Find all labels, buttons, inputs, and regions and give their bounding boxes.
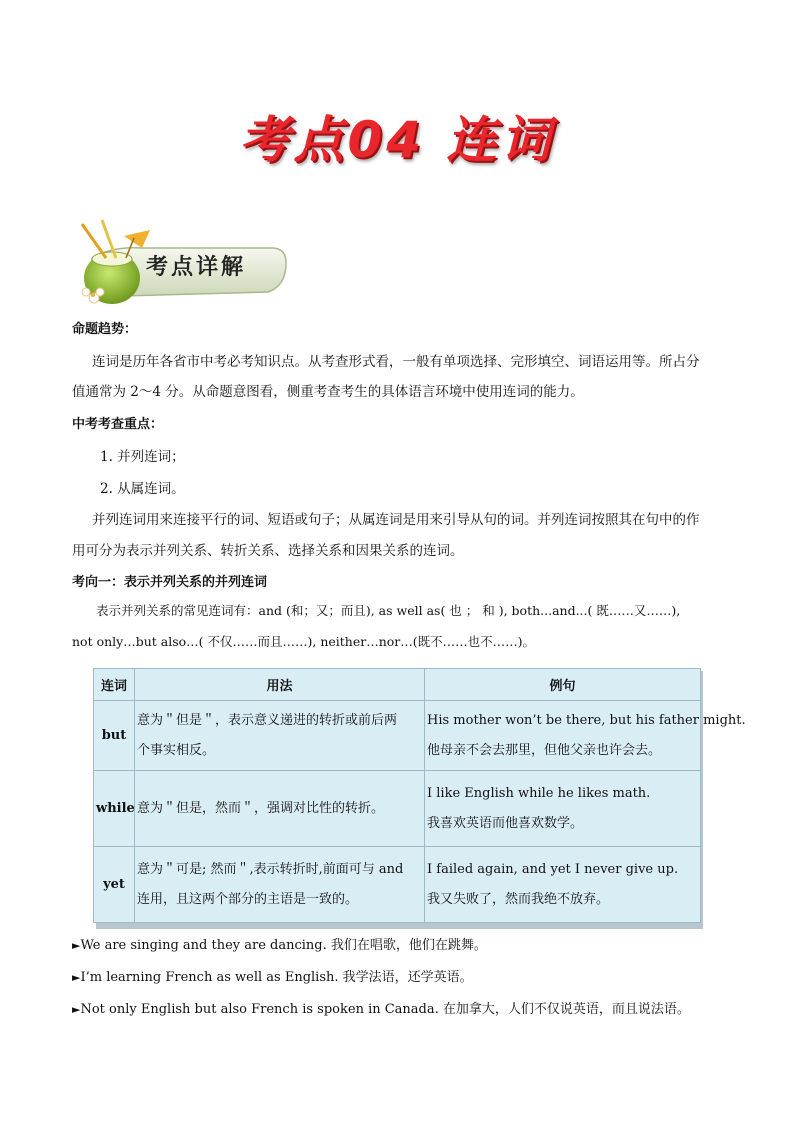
triangle-bullet-icon: ► bbox=[72, 1003, 81, 1016]
header-word: 连词 bbox=[94, 669, 135, 701]
row-word: yet bbox=[94, 847, 135, 923]
row-usage bbox=[135, 771, 425, 847]
header-example: 例句 bbox=[425, 669, 701, 701]
example-text: We are singing and they are dancing. 我们在唱歌，他们在跳舞。 bbox=[80, 938, 487, 953]
header-usage: 用法 bbox=[135, 669, 425, 701]
usage-line: 意为＂可是; 然而＂,表示转折时,前面可与 and bbox=[137, 861, 404, 877]
focus-item-1: 1. 并列连词； bbox=[100, 449, 185, 465]
trend-text-line2: 值通常为 2～4 分。从命题意图看，侧重考查考生的具体语言环境中使用连词的能力。 bbox=[72, 384, 584, 400]
example-line: 他母亲不会去那里，但他父亲也许会去。 bbox=[427, 742, 662, 758]
table-row bbox=[94, 701, 701, 771]
table-header-row bbox=[94, 669, 701, 701]
example-text: Not only English but also French is spoken in Canada. 在加拿大，人们不仅说英语，而且说法语。 bbox=[80, 1002, 690, 1017]
triangle-bullet-icon: ► bbox=[72, 939, 81, 952]
section-badge bbox=[72, 218, 292, 308]
usage-line: 意为＂但是，然而＂，强调对比性的转折。 bbox=[137, 800, 385, 816]
triangle-bullet-icon: ► bbox=[72, 971, 81, 984]
direction1-heading: 考向一：表示并列关系的并列连词 bbox=[72, 575, 268, 590]
example-line: I failed again, and yet I never give up. bbox=[427, 861, 679, 877]
example-line: 我又失败了，然而我绝不放弃。 bbox=[427, 891, 610, 907]
example-text: I’m learning French as well as English. 我学法语，还学英语。 bbox=[80, 970, 473, 985]
row-example bbox=[425, 847, 701, 923]
focus-heading: 中考考查重点： bbox=[72, 417, 164, 432]
focus-text-line2: 用可分为表示并列关系、转折关系、选择关系和因果关系的连词。 bbox=[72, 543, 464, 559]
badge-label: 考点详解 bbox=[146, 255, 247, 280]
direction1-text-line1: 表示并列关系的常见连词有：and (和；又；而且), as well as( 也 ； 和 ), both...and...( 既……又……), bbox=[96, 603, 681, 618]
conjunction-table bbox=[93, 668, 746, 923]
usage-line: 意为＂但是＂，表示意义递进的转折或前后两 bbox=[137, 712, 398, 728]
row-word: but bbox=[94, 701, 135, 771]
focus-item-2: 2. 从属连词。 bbox=[100, 481, 185, 497]
usage-line: 个事实相反。 bbox=[137, 742, 216, 758]
focus-text-line1: 并列连词用来连接平行的词、短语或句子；从属连词是用来引导从句的词。并列连词按照其在句中的作 bbox=[92, 512, 700, 528]
example-line: 我喜欢英语而他喜欢数学。 bbox=[427, 815, 584, 831]
example-line: His mother won’t be there, but his father might. bbox=[427, 712, 746, 728]
row-usage bbox=[135, 701, 425, 771]
page-title: 考点04 连词 bbox=[239, 111, 555, 169]
row-example bbox=[425, 701, 746, 771]
example-sentence bbox=[72, 966, 473, 985]
row-word: while bbox=[94, 771, 135, 847]
example-sentence bbox=[72, 998, 690, 1017]
trend-text-line1: 连词是历年各省市中考必考知识点。从考查形式看，一般有单项选择、完形填空、词语运用等。所占分 bbox=[92, 354, 700, 370]
row-example bbox=[425, 771, 701, 847]
usage-line: 连用，且这两个部分的主语是一致的。 bbox=[137, 891, 359, 907]
example-line: I like English while he likes math. bbox=[427, 785, 651, 801]
example-sentence bbox=[72, 934, 487, 953]
trend-heading: 命题趋势： bbox=[72, 322, 138, 337]
table-row bbox=[94, 847, 701, 923]
direction1-text-line2: not only…but also…( 不仅……而且……), neither…nor…(既不……也不……)。 bbox=[72, 634, 536, 649]
table-row bbox=[94, 771, 701, 847]
row-usage bbox=[135, 847, 425, 923]
